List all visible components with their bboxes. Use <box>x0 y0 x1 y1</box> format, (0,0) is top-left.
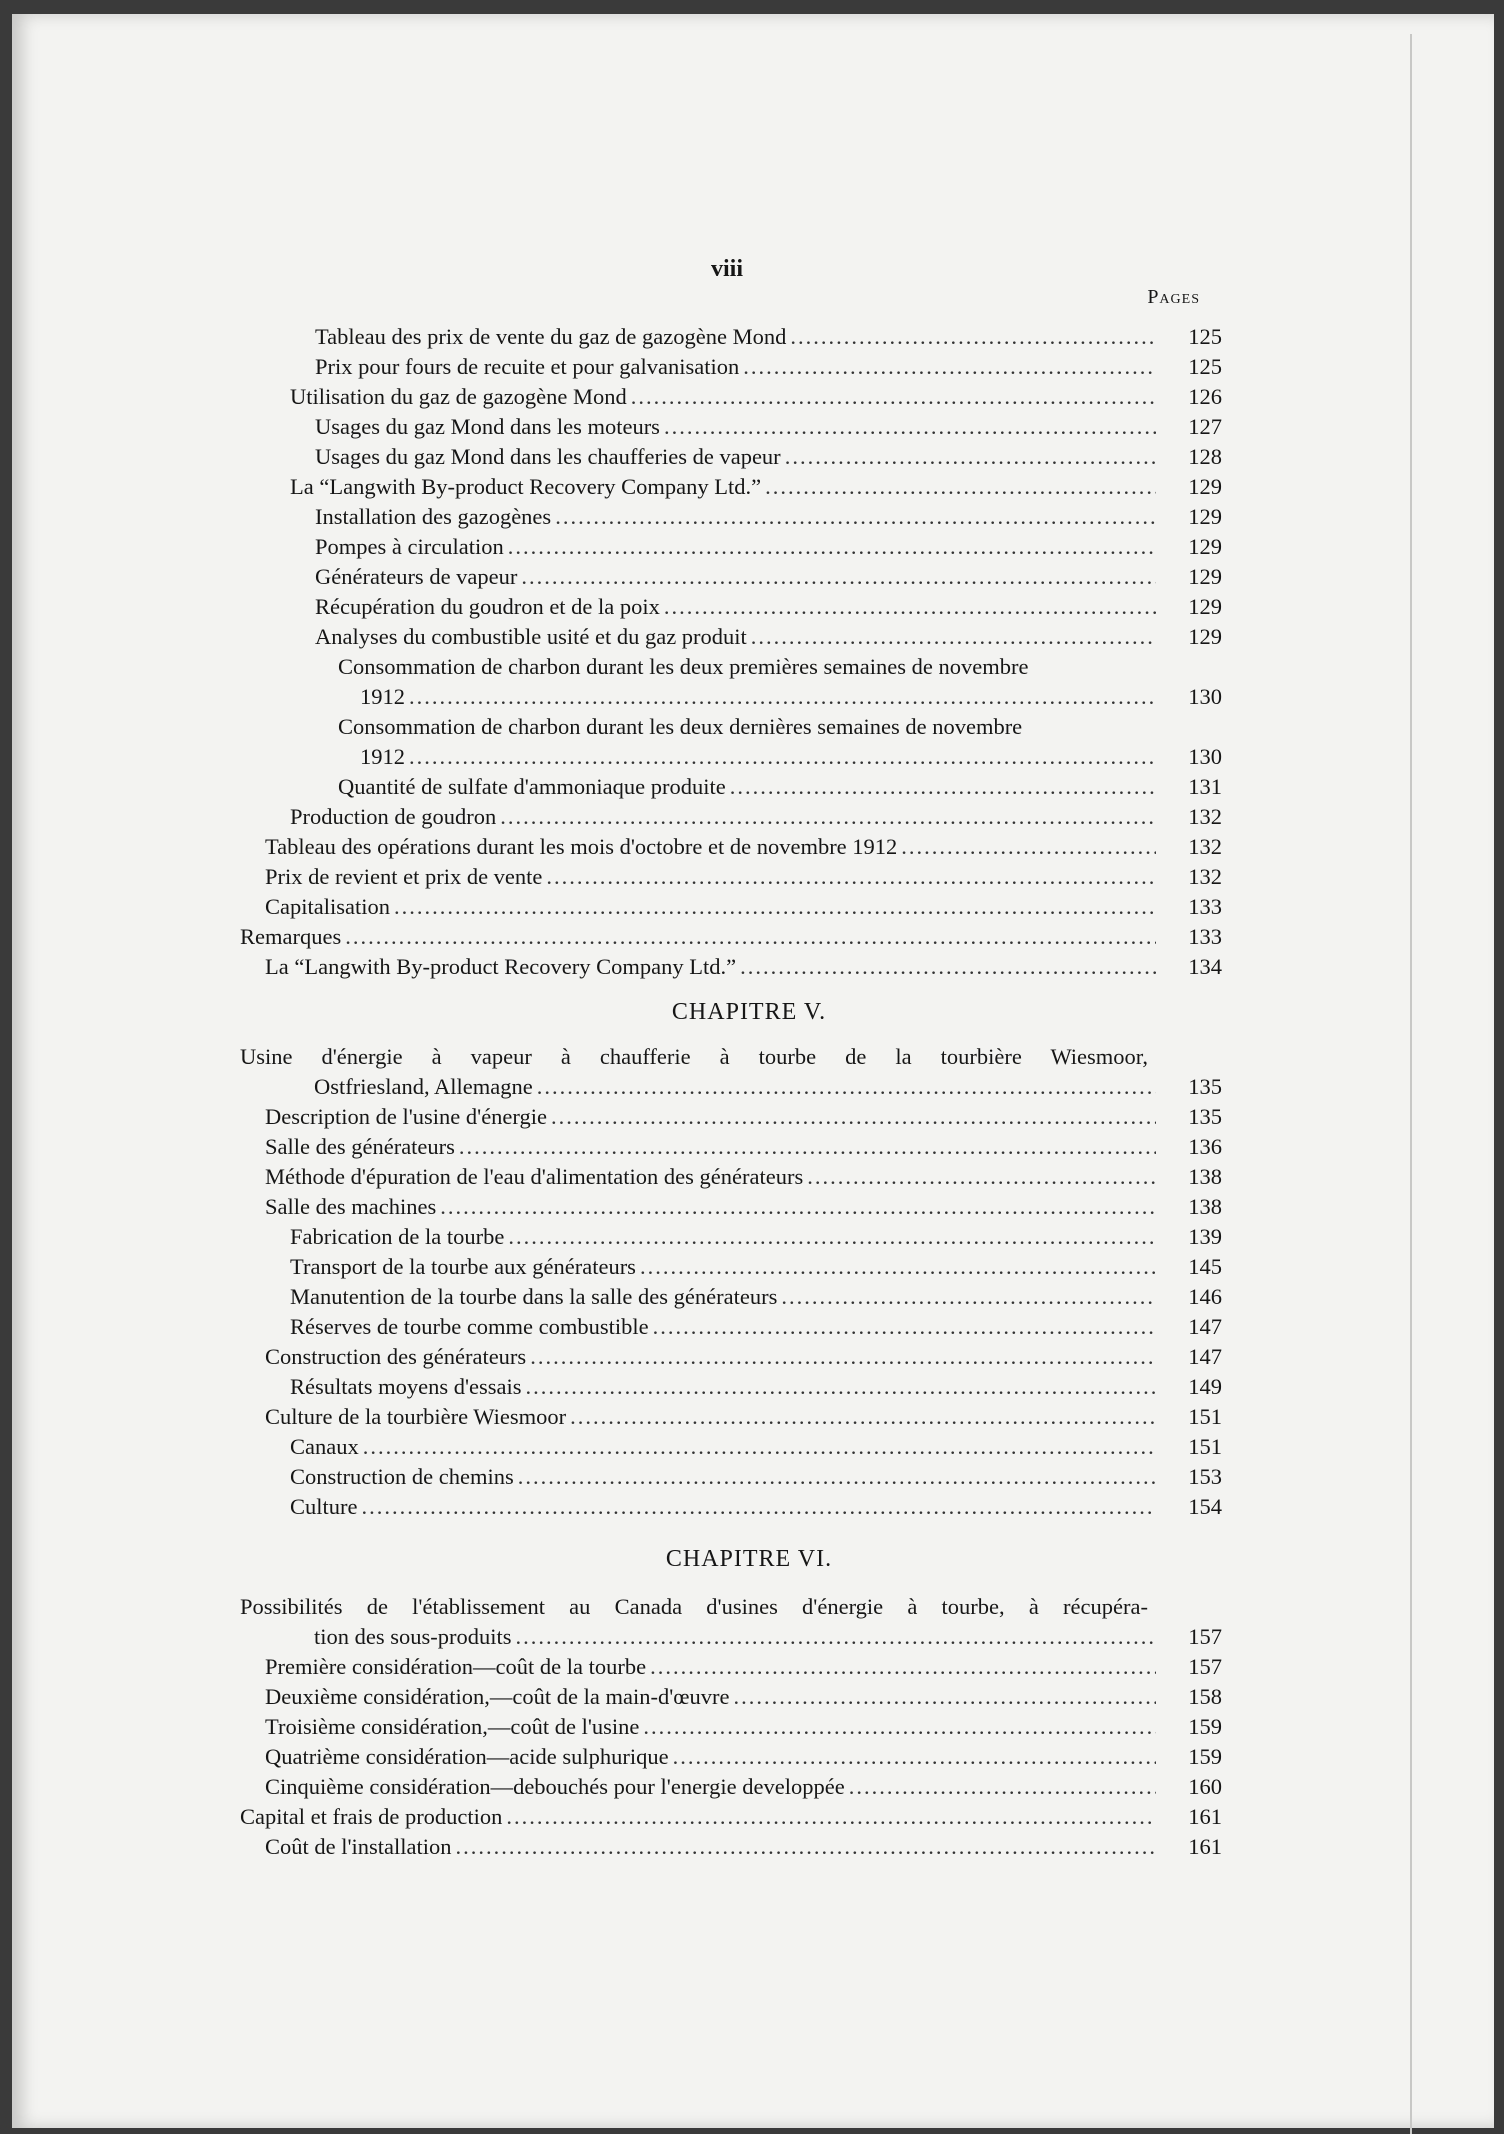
toc-entry-text-line2: tion des sous-produits <box>314 1624 512 1649</box>
dot-leader <box>849 1772 1156 1802</box>
toc-page-number: 133 <box>1188 894 1222 919</box>
toc-page-number: 129 <box>1188 594 1222 619</box>
toc-entry-text: Troisième considération,—coût de l'usine <box>265 1714 640 1739</box>
dot-leader <box>785 442 1156 472</box>
dot-leader <box>781 1282 1156 1312</box>
dot-leader <box>730 772 1156 802</box>
toc-entry <box>240 1832 1222 1862</box>
dot-leader <box>901 832 1156 862</box>
toc-page-number: 128 <box>1188 444 1222 469</box>
dot-leader <box>807 1162 1156 1192</box>
toc-page-number: 129 <box>1188 534 1222 559</box>
toc-page-number: 133 <box>1188 924 1222 949</box>
toc-page-number: 126 <box>1188 384 1222 409</box>
toc-entry <box>240 1802 1222 1832</box>
chapter-6-heading: CHAPITRE VI. <box>665 1546 833 1572</box>
toc-entry-text-line2: Ostfriesland, Allemagne <box>314 1074 533 1099</box>
toc-page-number: 129 <box>1188 474 1222 499</box>
toc-entry <box>240 802 1222 832</box>
toc-page-number: 132 <box>1188 804 1222 829</box>
dot-leader <box>765 472 1156 502</box>
toc-entry-text: Récupération du goudron et de la poix <box>315 594 660 619</box>
dot-leader <box>537 1072 1156 1102</box>
toc-entry-text: Construction des générateurs <box>265 1344 527 1369</box>
dot-leader <box>362 1492 1157 1522</box>
toc-entry-text: Capital et frais de production <box>240 1804 503 1829</box>
toc-entry <box>240 502 1222 532</box>
toc-entry <box>240 562 1222 592</box>
toc-page-number: 147 <box>1188 1344 1222 1369</box>
toc-page-number: 154 <box>1188 1494 1222 1519</box>
toc-entry <box>240 382 1222 412</box>
toc-page-number: 160 <box>1188 1774 1222 1799</box>
book-page <box>12 14 1494 2128</box>
toc-entry-text: Générateurs de vapeur <box>315 564 518 589</box>
toc-entry-text: La “Langwith By-product Recovery Company Ltd.” <box>290 474 762 499</box>
toc-entry-text: Salle des générateurs <box>265 1134 455 1159</box>
toc-entry <box>240 892 1222 922</box>
dot-leader <box>508 1222 1156 1252</box>
toc-page-number: 138 <box>1188 1194 1222 1219</box>
toc-entry-text: Remarques <box>240 924 342 949</box>
toc-page-number: 129 <box>1188 564 1222 589</box>
toc-page-number: 159 <box>1188 1714 1222 1739</box>
toc-page-number: 129 <box>1188 504 1222 529</box>
dot-leader <box>456 1832 1156 1862</box>
toc-entry-text: Usages du gaz Mond dans les chaufferies de vapeur <box>315 444 781 469</box>
dot-leader <box>500 802 1156 832</box>
toc-entry-text-line1: Usine d'énergie à vapeur à chaufferie à tourbe de la tourbière Wiesmoor, <box>240 1044 1148 1069</box>
toc-page-number: 127 <box>1188 414 1222 439</box>
toc-entry-text: Utilisation du gaz de gazogène Mond <box>290 384 627 409</box>
toc-entry-text: Coût de l'installation <box>265 1834 452 1859</box>
table-of-contents <box>240 322 1222 1862</box>
toc-entry-text: Analyses du combustible usité et du gaz produit <box>315 624 747 649</box>
dot-leader <box>546 862 1156 892</box>
toc-entry-text: Prix pour fours de recuite et pour galvanisation <box>315 354 740 379</box>
toc-entry <box>240 922 1222 952</box>
toc-entry-text: Installation des gazogènes <box>315 504 552 529</box>
toc-page-number: 132 <box>1188 864 1222 889</box>
dot-leader <box>518 1462 1156 1492</box>
dot-leader <box>345 922 1156 952</box>
dot-leader <box>650 1652 1156 1682</box>
toc-entry-text: Capitalisation <box>265 894 390 919</box>
toc-page-number: 161 <box>1188 1834 1222 1859</box>
toc-entry <box>240 352 1222 382</box>
dot-leader <box>640 1252 1156 1282</box>
toc-entry-text: Canaux <box>290 1434 359 1459</box>
toc-entry <box>240 442 1222 472</box>
toc-page-number: 130 <box>1188 684 1222 709</box>
dot-leader <box>363 1432 1156 1462</box>
chapter-5-lead-entry <box>240 1042 1222 1102</box>
toc-entry-text: Tableau des prix de vente du gaz de gazogène Mond <box>315 324 787 349</box>
dot-leader <box>551 1102 1156 1132</box>
toc-page-number: 145 <box>1188 1254 1222 1279</box>
toc-entry <box>240 832 1222 862</box>
dot-leader <box>521 562 1156 592</box>
toc-page-number: 135 <box>1188 1104 1222 1129</box>
toc-entry <box>240 1402 1222 1432</box>
toc-entry-consumption-last <box>240 712 1222 772</box>
toc-page-number: 151 <box>1188 1434 1222 1459</box>
toc-entry <box>240 772 1222 802</box>
toc-entry <box>240 592 1222 622</box>
toc-entry <box>240 472 1222 502</box>
dot-leader <box>664 412 1156 442</box>
toc-entry <box>240 1682 1222 1712</box>
dot-leader <box>643 1712 1156 1742</box>
toc-page-number: 159 <box>1188 1744 1222 1769</box>
toc-entry <box>240 1102 1222 1132</box>
dot-leader <box>751 622 1156 652</box>
toc-page-number: 134 <box>1188 954 1222 979</box>
toc-entry <box>240 412 1222 442</box>
toc-entry-text: Production de goudron <box>290 804 497 829</box>
toc-entry <box>240 1252 1222 1282</box>
dot-leader <box>508 532 1156 562</box>
chapter-6-lead-entry <box>240 1592 1222 1652</box>
toc-entry-text: Culture <box>290 1494 358 1519</box>
toc-entry-text: Salle des machines <box>265 1194 437 1219</box>
toc-entry-text-line2: 1912 <box>360 684 405 709</box>
dot-leader <box>734 1682 1156 1712</box>
toc-entry-text-line1: Possibilités de l'établissement au Canada d'usines d'énergie à tourbe, à récupéra- <box>240 1594 1148 1619</box>
dot-leader <box>409 682 1156 712</box>
dot-leader <box>409 742 1156 772</box>
dot-leader <box>555 502 1156 532</box>
toc-entry-text: Description de l'usine d'énergie <box>265 1104 547 1129</box>
dot-leader <box>570 1402 1156 1432</box>
toc-entry-text: Manutention de la tourbe dans la salle des générateurs <box>290 1284 778 1309</box>
chapter-5-entries <box>240 1102 1222 1522</box>
toc-page-number: 158 <box>1188 1684 1222 1709</box>
toc-page-number: 130 <box>1188 744 1222 769</box>
toc-entry-text: Cinquième considération—debouchés pour l'energie developpée <box>265 1774 845 1799</box>
toc-entry-text: Méthode d'épuration de l'eau d'alimentation des générateurs <box>265 1164 804 1189</box>
toc-entry-text: Résultats moyens d'essais <box>290 1374 522 1399</box>
toc-entry <box>240 862 1222 892</box>
toc-entry-text: Tableau des opérations durant les mois d'octobre et de novembre 1912 <box>265 834 898 859</box>
toc-entry-text: Deuxième considération,—coût de la main-d'œuvre <box>265 1684 730 1709</box>
toc-entry-text: Usages du gaz Mond dans les moteurs <box>315 414 660 439</box>
toc-entry <box>240 1432 1222 1462</box>
toc-entry-text: Construction de chemins <box>290 1464 514 1489</box>
toc-entry <box>240 1492 1222 1522</box>
toc-section-a <box>240 322 1222 652</box>
toc-page-number: 151 <box>1188 1404 1222 1429</box>
toc-page-number: 131 <box>1188 774 1222 799</box>
toc-entry <box>240 952 1222 982</box>
toc-entry-text: Transport de la tourbe aux générateurs <box>290 1254 636 1279</box>
toc-entry-text-line2: 1912 <box>360 744 405 769</box>
dot-leader <box>664 592 1156 622</box>
pages-column-header: Pages <box>1147 286 1200 308</box>
toc-page-number: 125 <box>1188 354 1222 379</box>
toc-entry <box>240 1342 1222 1372</box>
dot-leader <box>653 1312 1156 1342</box>
dot-leader <box>516 1622 1156 1652</box>
toc-entry <box>240 1652 1222 1682</box>
toc-entry-text-line1: Consommation de charbon durant les deux dernières semaines de novembre <box>338 714 1023 739</box>
dot-leader <box>440 1192 1156 1222</box>
toc-entry-text: Première considération—coût de la tourbe <box>265 1654 647 1679</box>
dot-leader <box>673 1742 1156 1772</box>
toc-entry <box>240 322 1222 352</box>
toc-entry-text: Prix de revient et prix de vente <box>265 864 543 889</box>
dot-leader <box>740 952 1156 982</box>
toc-page-number: 125 <box>1188 324 1222 349</box>
toc-entry <box>240 1712 1222 1742</box>
toc-page-number: 161 <box>1188 1804 1222 1829</box>
toc-entry-text: Culture de la tourbière Wiesmoor <box>265 1404 567 1429</box>
toc-entry <box>240 1772 1222 1802</box>
toc-page-number: 153 <box>1188 1464 1222 1489</box>
chapter-6-entries <box>240 1652 1222 1862</box>
toc-entry <box>240 1192 1222 1222</box>
page-number: viii <box>710 256 743 282</box>
toc-page-number: 132 <box>1188 834 1222 859</box>
dot-leader <box>631 382 1156 412</box>
toc-page-number: 157 <box>1188 1654 1222 1679</box>
toc-entry-text: Fabrication de la tourbe <box>290 1224 505 1249</box>
dot-leader <box>526 1372 1156 1402</box>
toc-page-number: 149 <box>1188 1374 1222 1399</box>
toc-entry <box>240 1222 1222 1252</box>
dot-leader <box>790 322 1156 352</box>
toc-entry-text: Réserves de tourbe comme combustible <box>290 1314 649 1339</box>
toc-page-number: 146 <box>1188 1284 1222 1309</box>
toc-page-number: 138 <box>1188 1164 1222 1189</box>
page-fold-line <box>1410 34 1412 2134</box>
chapter-5-heading: CHAPITRE V. <box>671 999 827 1025</box>
toc-entry <box>240 1132 1222 1162</box>
dot-leader <box>743 352 1156 382</box>
toc-entry-text: Quatrième considération—acide sulphurique <box>265 1744 669 1769</box>
dot-leader <box>459 1132 1156 1162</box>
toc-entry-text: Quantité de sulfate d'ammoniaque produite <box>338 774 726 799</box>
toc-page-number: 157 <box>1188 1624 1222 1649</box>
dot-leader <box>506 1802 1156 1832</box>
toc-entry <box>240 1282 1222 1312</box>
toc-entry <box>240 1742 1222 1772</box>
toc-entry <box>240 532 1222 562</box>
toc-entry-text: La “Langwith By-product Recovery Company Ltd.” <box>265 954 737 979</box>
toc-page-number: 136 <box>1188 1134 1222 1159</box>
toc-entry <box>240 1312 1222 1342</box>
toc-page-number: 129 <box>1188 624 1222 649</box>
toc-page-number: 135 <box>1188 1074 1222 1099</box>
toc-page-number: 147 <box>1188 1314 1222 1339</box>
toc-page-number: 139 <box>1188 1224 1222 1249</box>
toc-entry-consumption-first <box>240 652 1222 712</box>
toc-section-b <box>240 772 1222 982</box>
toc-entry-text: Pompes à circulation <box>315 534 504 559</box>
dot-leader <box>394 892 1156 922</box>
dot-leader <box>530 1342 1156 1372</box>
toc-entry <box>240 1372 1222 1402</box>
toc-entry <box>240 622 1222 652</box>
toc-entry <box>240 1462 1222 1492</box>
toc-entry <box>240 1162 1222 1192</box>
toc-entry-text-line1: Consommation de charbon durant les deux premières semaines de novembre <box>338 654 1029 679</box>
